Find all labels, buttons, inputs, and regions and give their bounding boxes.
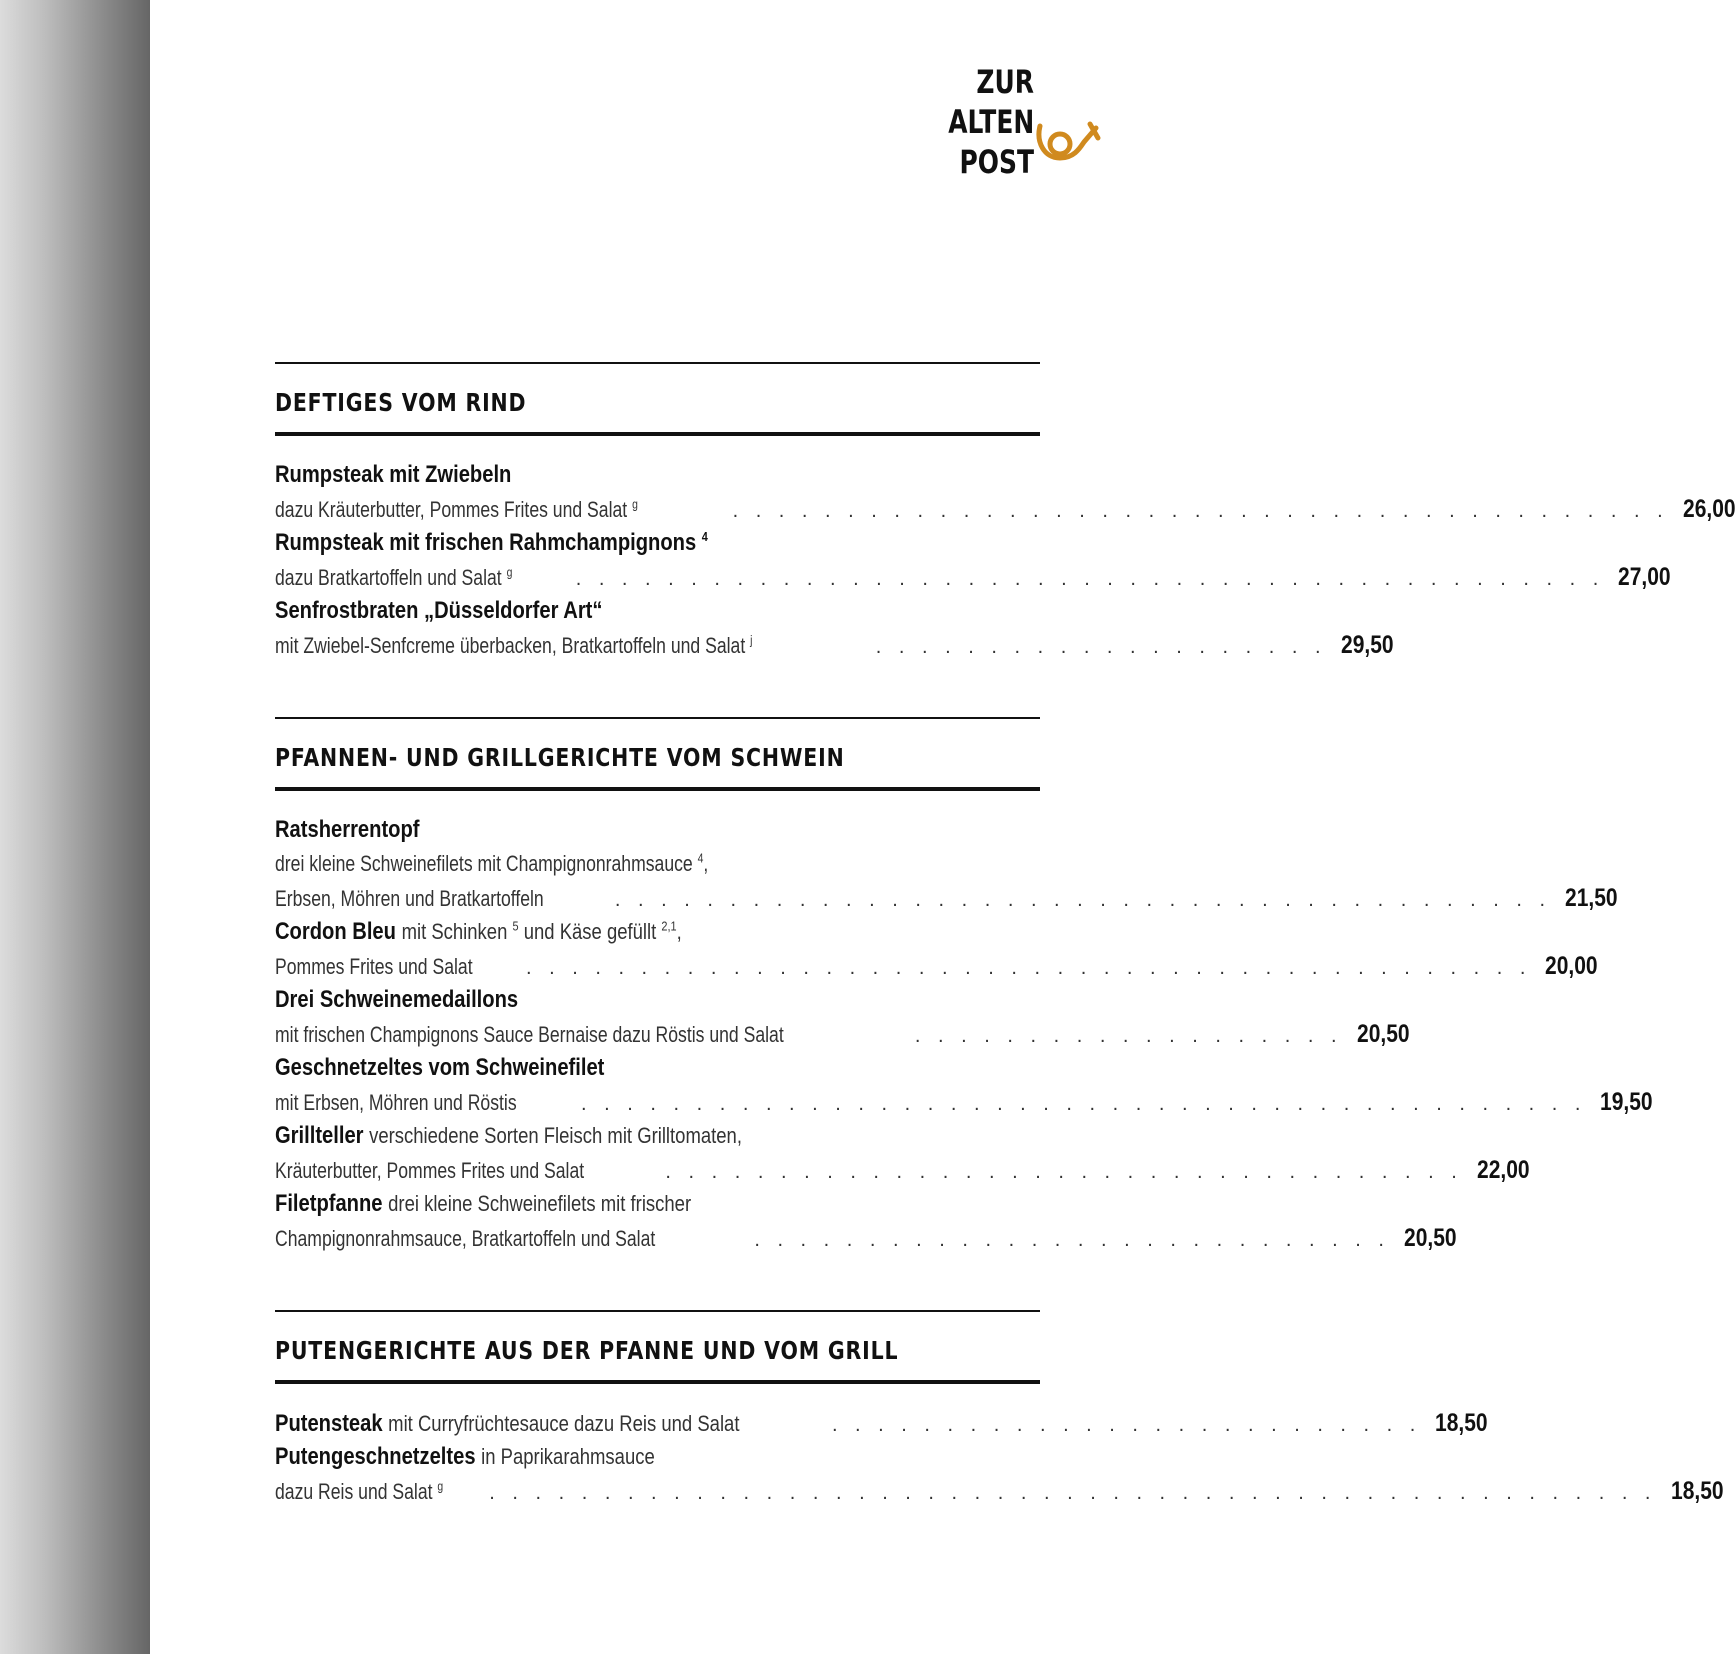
item-name: Grillteller (275, 1122, 364, 1149)
item-price: 18,50 (1670, 1477, 1724, 1505)
dot-leader: . . . . . . . . . . . . . . . . . . . . . . . . . . (831, 1414, 1422, 1436)
section-rule-bottom (275, 1380, 1040, 1384)
restaurant-logo (924, 62, 1034, 182)
item-inline-description: in Paprikarahmsauce (481, 1444, 655, 1469)
section-title: DEFTIGES VOM RIND (275, 388, 527, 417)
side-gradient-band (0, 0, 150, 1654)
menu-item (275, 1440, 1724, 1508)
item-name: Putensteak (275, 1410, 383, 1437)
allergen-sup: j (750, 632, 753, 648)
item-price: 26,00 (1682, 495, 1735, 523)
allergen-sup: 4 (697, 850, 704, 866)
item-description: dazu Kräuterbutter, Pommes Frites und Salat (275, 497, 628, 522)
item-description: Erbsen, Möhren und Bratkartoffeln (275, 886, 544, 911)
item-description: mit Erbsen, Möhren und Röstis (275, 1090, 517, 1115)
item-description: dazu Reis und Salat (275, 1479, 433, 1504)
menu-section-pute (275, 1310, 1724, 1508)
allergen-sup: 2,1 (661, 918, 677, 934)
item-price: 20,50 (1356, 1020, 1410, 1048)
item-name: Filetpfanne (275, 1190, 383, 1217)
dot-leader: . . . . . . . . . . . . . . . . . . . . . . . . . . . . . . . . . . . . . . . . . (732, 500, 1669, 522)
item-name: Putengeschnetzeltes (275, 1443, 476, 1470)
menu-item (275, 813, 1618, 915)
logo-line-1: ZUR (976, 63, 1034, 101)
dot-leader: . . . . . . . . . . . . . . . . . . . . . . . . . . . . (754, 1229, 1390, 1251)
section-rule-bottom (275, 787, 1040, 791)
item-description: drei kleine Schweinefilets mit Champignonrahmsauce (275, 851, 693, 876)
item-description: Kräuterbutter, Pommes Frites und Salat (275, 1158, 585, 1183)
post-horn-icon (1034, 120, 1100, 164)
item-description: mit Zwiebel-Senfcreme überbacken, Bratkartoffeln und Salat (275, 633, 746, 658)
item-inline-description: drei kleine Schweinefilets mit frischer (388, 1191, 692, 1216)
allergen-sup: 4 (701, 529, 708, 544)
menu-item (275, 594, 1394, 662)
allergen-sup: g (506, 564, 513, 580)
menu-item (275, 915, 1598, 983)
item-description-tail: , (703, 851, 709, 876)
dot-leader: . . . . . . . . . . . . . . . . . . . . (875, 636, 1327, 658)
menu-item (275, 1406, 1488, 1440)
menu-item (275, 1187, 1457, 1255)
allergen-sup: 5 (512, 918, 519, 934)
item-inline-description: und Käse gefüllt (523, 919, 657, 944)
dot-leader: . . . . . . . . . . . . . . . . . . . . . . . . . . . . . . . . . . . . . . . . . . . . (581, 1093, 1587, 1115)
item-description: Champignonrahmsauce, Bratkartoffeln und Salat (275, 1226, 656, 1251)
section-rule-bottom (275, 432, 1040, 436)
item-price: 27,00 (1618, 563, 1671, 591)
item-price: 19,50 (1600, 1088, 1654, 1116)
menu-content (275, 362, 1735, 1563)
menu-item (275, 983, 1410, 1051)
item-inline-description: verschiedene Sorten Fleisch mit Grilltomaten, (369, 1123, 742, 1148)
menu-item (275, 458, 1735, 526)
item-name: Cordon Bleu (275, 918, 396, 945)
menu-item (275, 1119, 1530, 1187)
item-price: 20,00 (1545, 952, 1598, 980)
item-price: 18,50 (1435, 1409, 1488, 1437)
item-inline-description: mit Schinken (401, 919, 508, 944)
dot-leader: . . . . . . . . . . . . . . . . . . . . . . . . . . . . . . . . . . . . . . . . . . . . (525, 957, 1532, 979)
menu-item (275, 1051, 1654, 1119)
allergen-sup: g (437, 1478, 444, 1494)
logo-line-3: POST (959, 143, 1034, 181)
menu-section-schwein (275, 717, 1654, 1255)
dot-leader: . . . . . . . . . . . . . . . . . . . . . . . . . . . . . . . . . . . . . . . . . . . . . . . . . . . (489, 1482, 1657, 1504)
item-name: Rumpsteak mit Zwiebeln (275, 461, 512, 488)
item-description: Pommes Frites und Salat (275, 954, 473, 979)
dot-leader: . . . . . . . . . . . . . . . . . . . . . . . . . . . . . . . . . . . . . . . . . . . . . (575, 568, 1605, 590)
dot-leader: . . . . . . . . . . . . . . . . . . . (914, 1025, 1343, 1047)
item-name: Drei Schweinemedaillons (275, 986, 519, 1013)
item-name: Geschnetzeltes vom Schweinefilet (275, 1054, 605, 1081)
item-name: Ratsherrentopf (275, 816, 420, 843)
item-price: 29,50 (1340, 631, 1394, 659)
menu-section-rind (275, 362, 1735, 662)
dot-leader: . . . . . . . . . . . . . . . . . . . . . . . . . . . . . . . . . . . (665, 1161, 1463, 1183)
item-price: 20,50 (1403, 1224, 1457, 1252)
item-inline-description: mit Curryfrüchtesauce dazu Reis und Salat (388, 1411, 740, 1436)
logo-line-2: ALTEN (948, 103, 1035, 141)
menu-item (275, 526, 1671, 594)
item-price: 22,00 (1476, 1156, 1530, 1184)
dot-leader: . . . . . . . . . . . . . . . . . . . . . . . . . . . . . . . . . . . . . . . . . (614, 889, 1551, 911)
section-title: PFANNEN- UND GRILLGERICHTE VOM SCHWEIN (275, 743, 845, 772)
allergen-sup: g (632, 496, 638, 512)
item-inline-description-tail: , (676, 919, 682, 944)
item-description: dazu Bratkartoffeln und Salat (275, 565, 502, 590)
item-name: Rumpsteak mit frischen Rahmchampignons (275, 529, 697, 556)
item-name: Senfrostbraten „Düsseldorfer Art“ (275, 597, 603, 624)
item-description: mit frischen Champignons Sauce Bernaise dazu Röstis und Salat (275, 1022, 784, 1047)
section-title: PUTENGERICHTE AUS DER PFANNE UND VOM GRILL (275, 1336, 899, 1365)
item-price: 21,50 (1565, 884, 1618, 912)
